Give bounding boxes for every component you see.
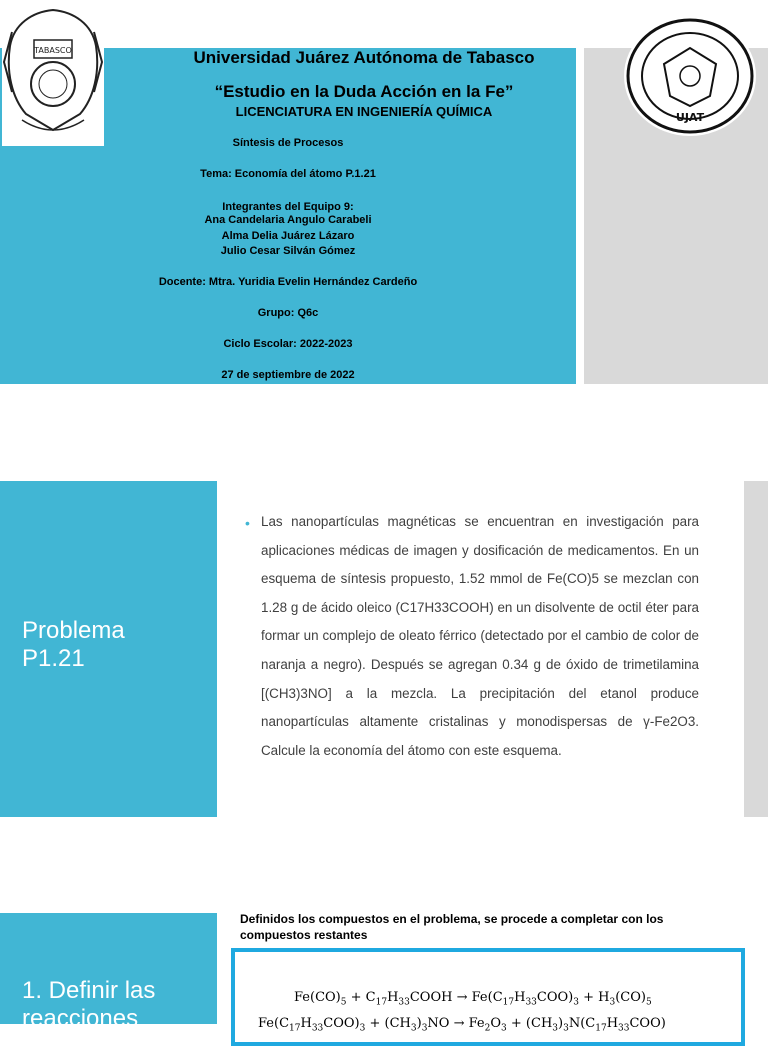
reactions-title — [22, 977, 212, 1033]
course-name: Síntesis de Procesos — [232, 137, 344, 149]
team-member: Alma Delia Juárez Lázaro — [221, 230, 355, 242]
degree-name: LICENCIATURA EN INGENIERÍA QUÍMICA — [235, 104, 493, 119]
university-crest-logo — [2, 2, 104, 146]
reactions-title-line: 1. Definir las — [22, 977, 156, 1004]
faculty-seal-logo — [624, 16, 756, 136]
problem-statement: Las nanopartículas magnéticas se encuentran en investigación para aplicaciones médicas de imagen y dosificación de medicamentos. En un esquema de síntesis propuesto, 1.52 mmol de Fe(CO)5 se mezclan con 1.28 g de ácido oleico (C17H33COOH) en un disolvente de octil éter para formar un complejo de oleato férrico (detectado por el cambio de color de naranja a negro). Después se agregan 0.34 g de óxido de trimetilamina [(CH3)3NO] a la mezcla. La precipitación del etanol produce nanopartículas altamente cristalinas y monodispersas de γ-Fe2O3. Calcule la economía del átomo con este esquema. — [261, 514, 699, 758]
crest-lettering: TABASCO — [34, 46, 72, 55]
university-motto: “Estudio en la Duda Acción en la Fe” — [214, 82, 514, 101]
bullet-icon: • — [245, 515, 250, 531]
problem-title — [22, 617, 212, 673]
team-heading: Integrantes del Equipo 9: — [222, 201, 354, 213]
school-cycle: Ciclo Escolar: 2022-2023 — [223, 338, 353, 350]
team-member: Ana Candelaria Angulo Carabeli — [204, 214, 372, 226]
seal-lettering: UJAT — [675, 111, 705, 124]
date: 27 de septiembre de 2022 — [221, 369, 355, 381]
problem-side-panel — [744, 481, 768, 817]
reaction-equation-2: $Fe(C_{17}H_{33}COO)_3 + (CH_3)_3NO \to Fe_2O_3 + (CH_3)_3N(C_{17}H_{33}COO)$ — [258, 1016, 666, 1034]
problem-title-line: Problema — [22, 617, 125, 644]
topic: Tema: Economía del átomo P.1.21 — [200, 168, 376, 180]
university-name: Universidad Juárez Autónoma de Tabasco — [193, 48, 535, 67]
teacher: Docente: Mtra. Yuridia Evelin Hernández Cardeño — [158, 276, 418, 288]
team-member: Julio Cesar Silván Gómez — [220, 245, 356, 257]
reactions-title-line: reacciones — [22, 1005, 139, 1032]
problem-title-line: P1.21 — [22, 645, 85, 672]
reaction-equation-1: $Fe(CO)_5$ + $C_{17}H_{33}COOH \to Fe(C_{17}H_{33}COO)_3 + H_3(CO)_5$ — [294, 990, 652, 1008]
group: Grupo: Q6c — [257, 307, 319, 319]
reactions-intro: Definidos los compuestos en el problema, se procede a completar con los compuestos restantes — [240, 912, 664, 942]
